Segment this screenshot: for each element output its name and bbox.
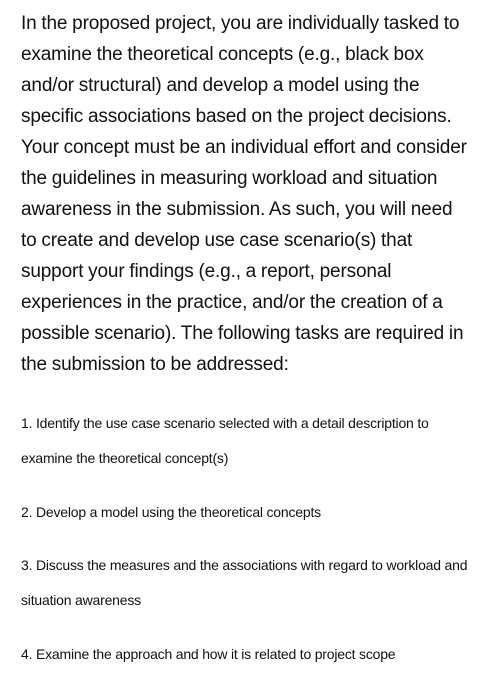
task-item-2: 2. Develop a model using the theoretical concepts <box>21 504 321 520</box>
intro-paragraph: In the proposed project, you are individually tasked to examine the theoretical concepts (e.g., black box and/or structural) and develop a model using the specific associations based on the project decisions. Your concept must be an individual effort and consider the guidelines in measuring workload and situation awareness in the submission. As such, you will need to create and develop use case scenario(s) that support your findings (e.g., a report, personal experiences in the practice, and/or the creation of a possible scenario). The following tasks are required in the submission to be addressed: <box>21 13 467 375</box>
task-item-3: 3. Discuss the measures and the associations with regard to workload and situation awareness <box>21 557 468 608</box>
task-list <box>21 406 469 672</box>
task-item-1: 1. Identify the use case scenario selected with a detail description to examine the theoretical concept(s) <box>21 415 429 466</box>
task-item-4: 4. Examine the approach and how it is related to project scope <box>21 646 396 662</box>
